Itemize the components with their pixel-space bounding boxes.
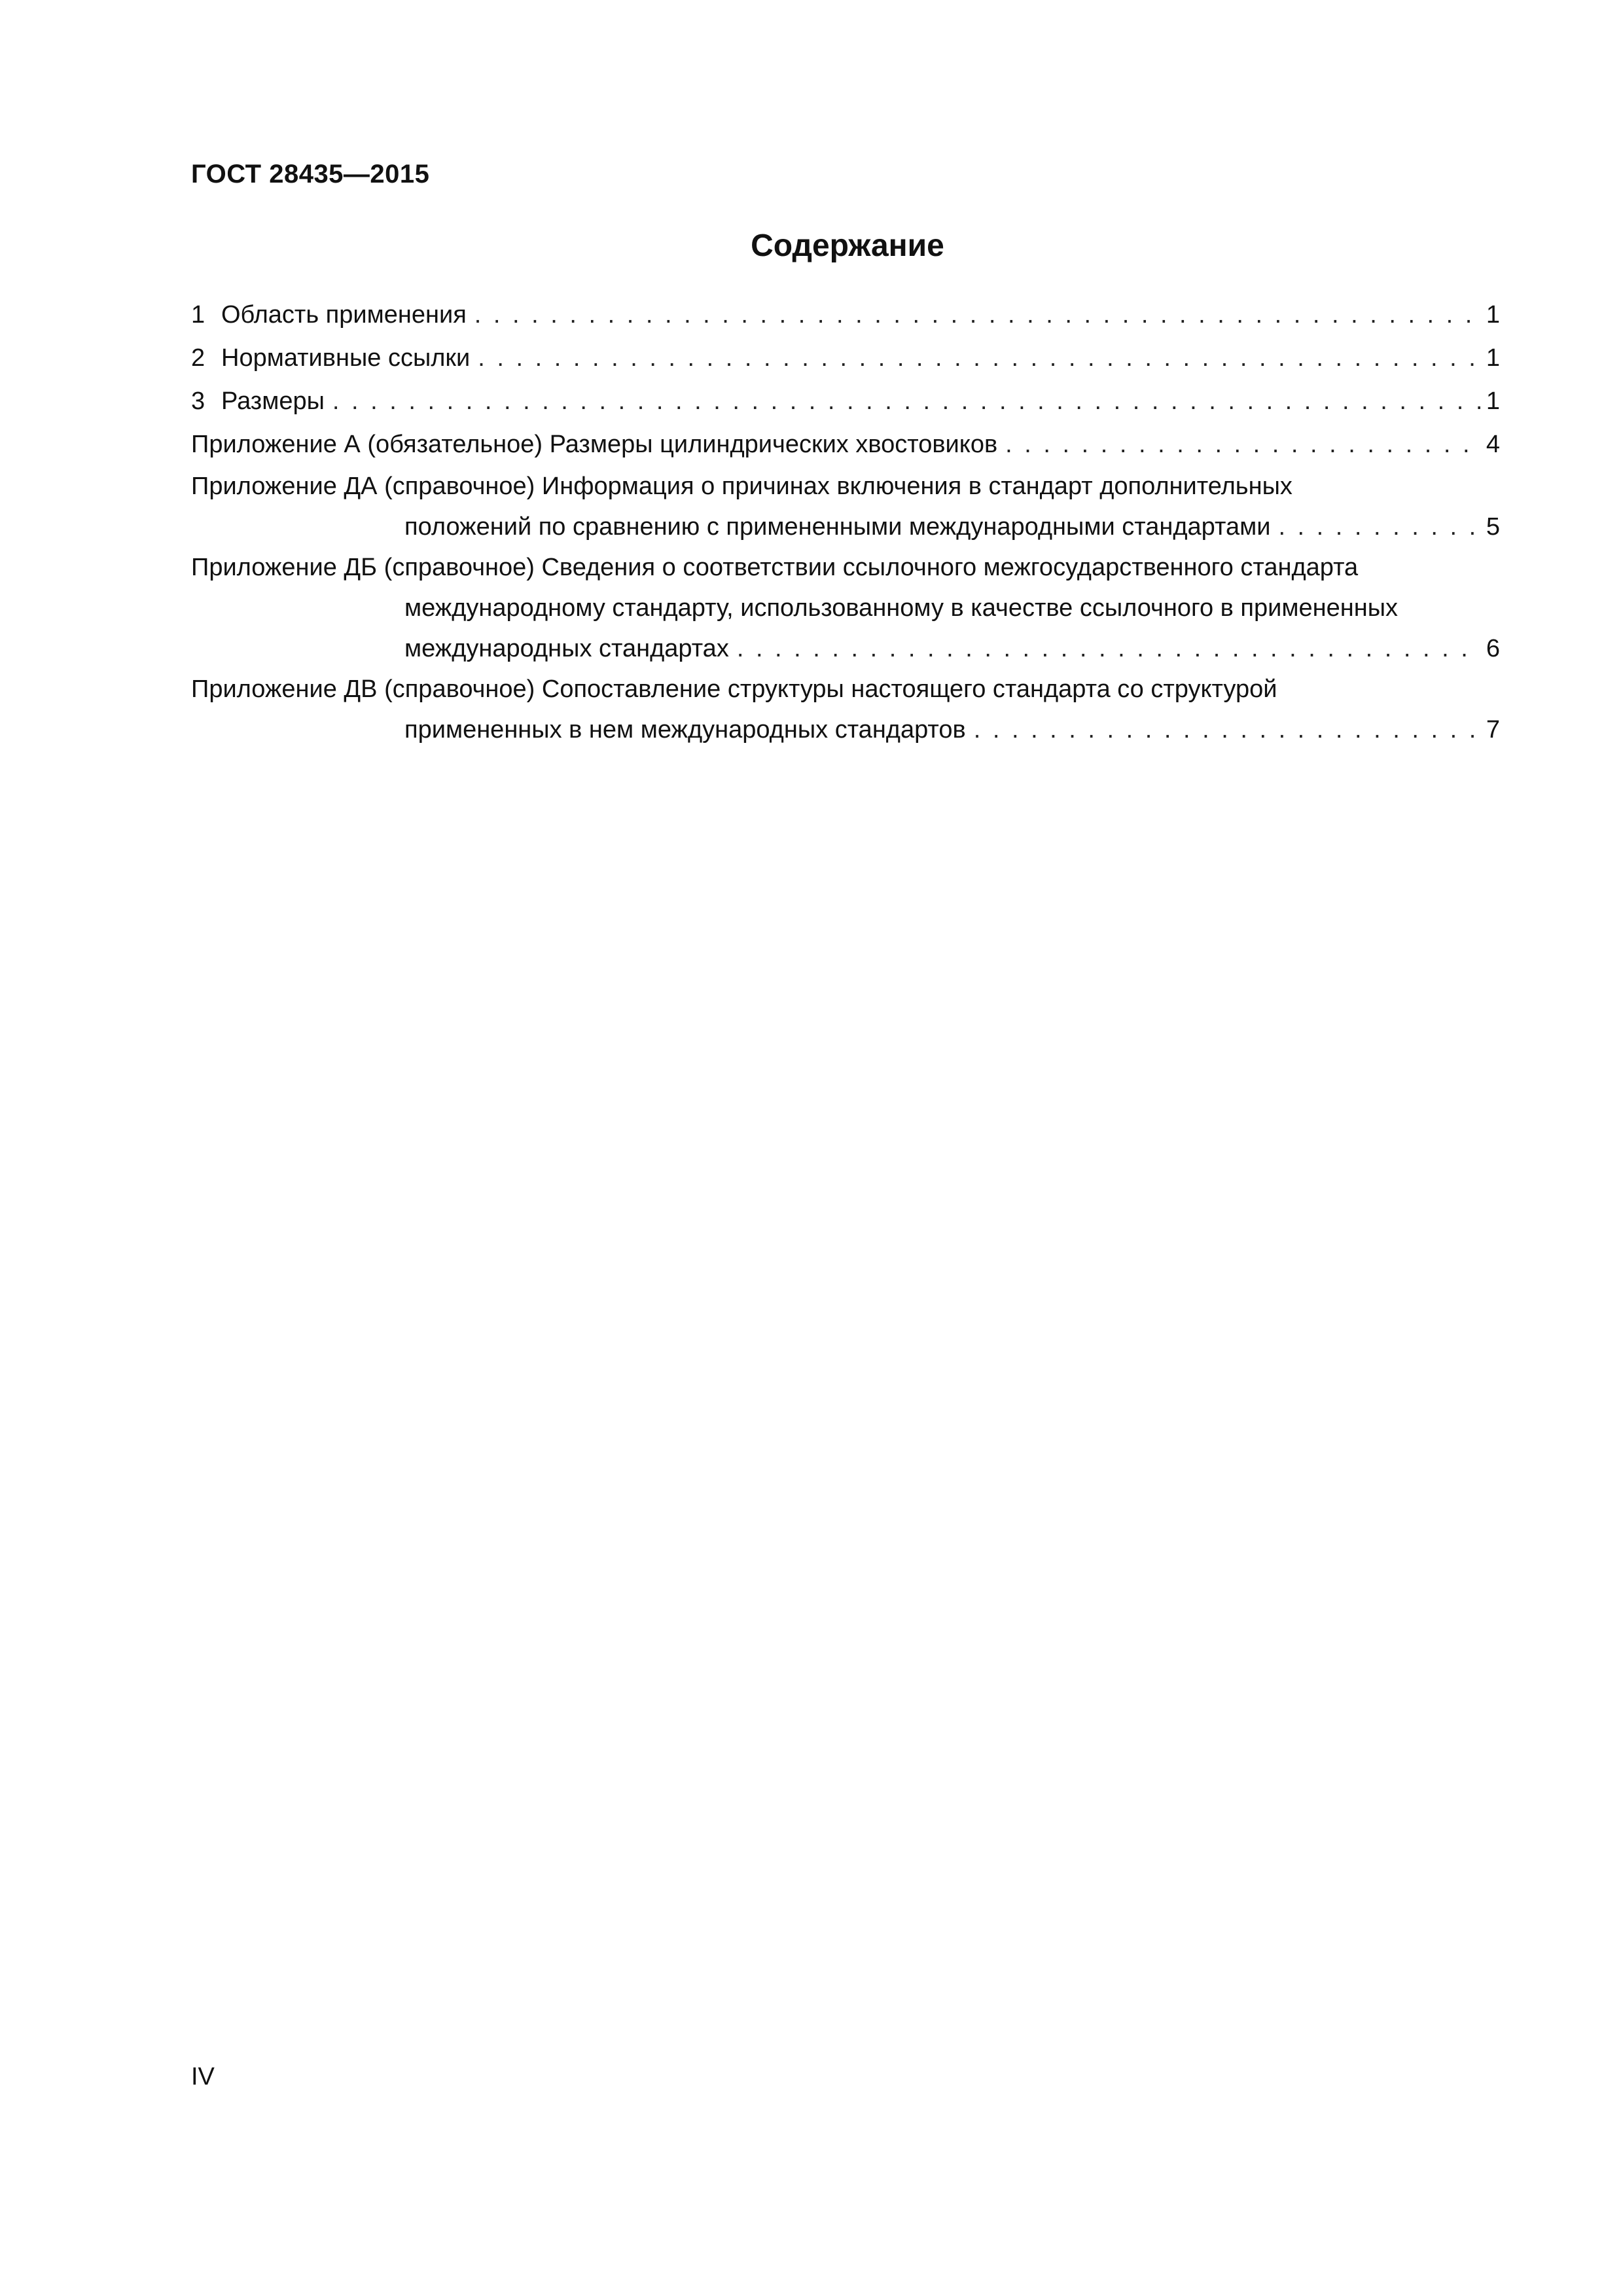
dot-leader — [997, 423, 1480, 466]
toc-entry-page: 5 — [1486, 513, 1500, 541]
toc-entry[interactable] — [191, 423, 1500, 466]
document-header: ГОСТ 28435—2015 — [191, 160, 430, 188]
toc-entry-number: 1 — [191, 301, 205, 329]
dot-leader — [325, 380, 1480, 423]
toc-entry-text-continuation: международных стандартах — [404, 635, 729, 662]
dot-leader — [729, 628, 1480, 669]
toc-entry-text: Область применения — [221, 301, 467, 329]
toc-entry-page: 7 — [1486, 716, 1500, 744]
toc-title: Содержание — [751, 228, 944, 263]
toc-entry-page: 4 — [1486, 431, 1500, 458]
toc-entry-text: Приложение А (обязательное) Размеры цилиндрических хвостовиков — [191, 431, 998, 458]
toc-entry[interactable] — [191, 380, 1500, 423]
toc-entry[interactable] — [191, 466, 1500, 547]
toc-entry-text: Размеры — [221, 387, 325, 415]
dot-leader — [467, 293, 1480, 336]
toc-entry-text-continuation: положений по сравнению с примененными международными стандартами — [404, 513, 1271, 541]
table-of-contents — [191, 293, 1500, 750]
toc-entry[interactable] — [191, 293, 1500, 336]
toc-entry-text-continuation: международному стандарту, использованному в качестве ссылочного в примененных — [404, 594, 1399, 622]
toc-entry-text: Приложение ДА (справочное) Информация о причинах включения в стандарт дополнительных — [191, 473, 1293, 500]
toc-entry-text: Приложение ДБ (справочное) Сведения о соответствии ссылочного межгосударственного стандарта — [191, 554, 1359, 581]
toc-entry-page: 1 — [1486, 344, 1500, 372]
toc-entry[interactable] — [191, 547, 1500, 669]
toc-entry-text-continuation: примененных в нем международных стандартов — [404, 716, 966, 744]
toc-entry[interactable] — [191, 669, 1500, 750]
toc-entry-number: 2 — [191, 344, 205, 372]
toc-entry-page: 6 — [1486, 635, 1500, 662]
toc-entry-page: 1 — [1486, 387, 1500, 415]
toc-entry-text: Приложение ДВ (справочное) Сопоставление структуры настоящего стандарта со структурой — [191, 675, 1277, 703]
toc-entry-text: Нормативные ссылки — [221, 344, 471, 372]
dot-leader — [470, 336, 1480, 380]
page-number: IV — [191, 2063, 215, 2090]
dot-leader — [1270, 507, 1480, 547]
dot-leader — [966, 709, 1480, 750]
toc-entry-page: 1 — [1486, 301, 1500, 329]
toc-entry-number: 3 — [191, 387, 205, 415]
toc-entry[interactable] — [191, 336, 1500, 380]
